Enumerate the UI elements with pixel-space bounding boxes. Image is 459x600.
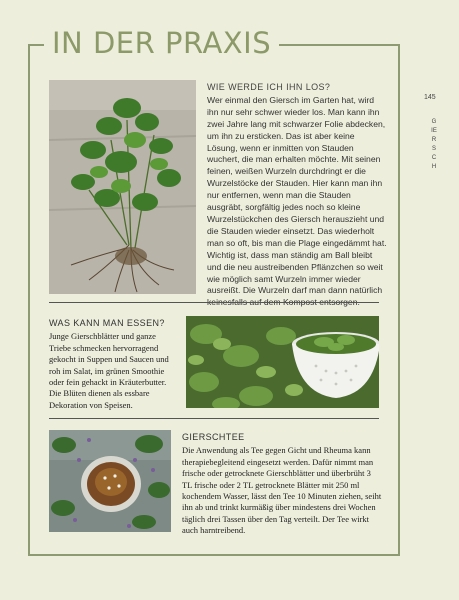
- photo-colander-leaves: [186, 316, 379, 408]
- section-remove-heading: WIE WERDE ICH IHN LOS?: [207, 82, 331, 92]
- section-tea-body: Die Anwendung als Tee gegen Gicht und Rheuma kann therapiebegleitend eingesetzt werden. Dafür nimmt man frische oder getrocknete Gierschblätter und überbrüht 3 TL frische oder 2 TL getrocknete Blätter mit 250 ml kochendem Wasser, lässt den Tee 10 Minuten ziehen, seiht ihn ab und trinkt kurmäßig über mindestens drei Wochen täglich drei Tassen über den Tag verteilt. Der Tee wirkt auch harntreibend.: [182, 445, 382, 536]
- page-title: IN DER PRAXIS: [44, 26, 279, 60]
- section-eat: [49, 318, 179, 411]
- section-remove: [207, 82, 387, 309]
- photo-uprooted-giersch: [49, 80, 196, 294]
- page-number: 145: [424, 94, 436, 101]
- section-remove-body: Wer einmal den Giersch im Garten hat, wird ihn nur sehr schwer wieder los. Man kann ihn zwei Jahre lang mit schwarzer Folie abdecken, um ihn zu ersticken. Das ist aber keine Lösung, wenn er inmitten von Stauden wuchert, die man erhalten möchte. Mit seinen feinen, weißen Wurzeln durchdringt er die Wurzelstöcke der Stauden. Hier kann man ihn nur entfernen, wenn man die Stauden ausgräbt, sorgfältig jedes noch so kleine Wurzelstückchen des Giersch herauszieht und die Stauden wieder einsetzt. Das wiederholt man so oft, bis man die Plage eingedämmt hat. Wichtig ist, dass man ständig am Ball bleibt und die neu austreibenden Pflänzchen so weit wie möglich samt Wurzeln immer wieder ausreißt. Die Wurzeln darf man dann natürlich: [207, 94, 387, 296]
- section-tea: [182, 432, 382, 537]
- divider-1: [49, 302, 379, 303]
- section-tea-heading: GIERSCHTEE: [182, 432, 245, 442]
- photo-tea-cup: [49, 430, 171, 532]
- section-eat-body: Junge Gierschblätter und ganze Triebe schmecken hervorragend gekocht in Suppen und Saucen und roh im Salat, im grünen Smoothie oder fein gehackt in Kräuterbutter. Die Blüten dienen als essbare Dekoration von Speisen.: [49, 331, 169, 410]
- divider-2: [49, 418, 379, 419]
- section-eat-heading: WAS KANN MAN ESSEN?: [49, 318, 165, 328]
- running-head: GIERSCH: [431, 119, 437, 170]
